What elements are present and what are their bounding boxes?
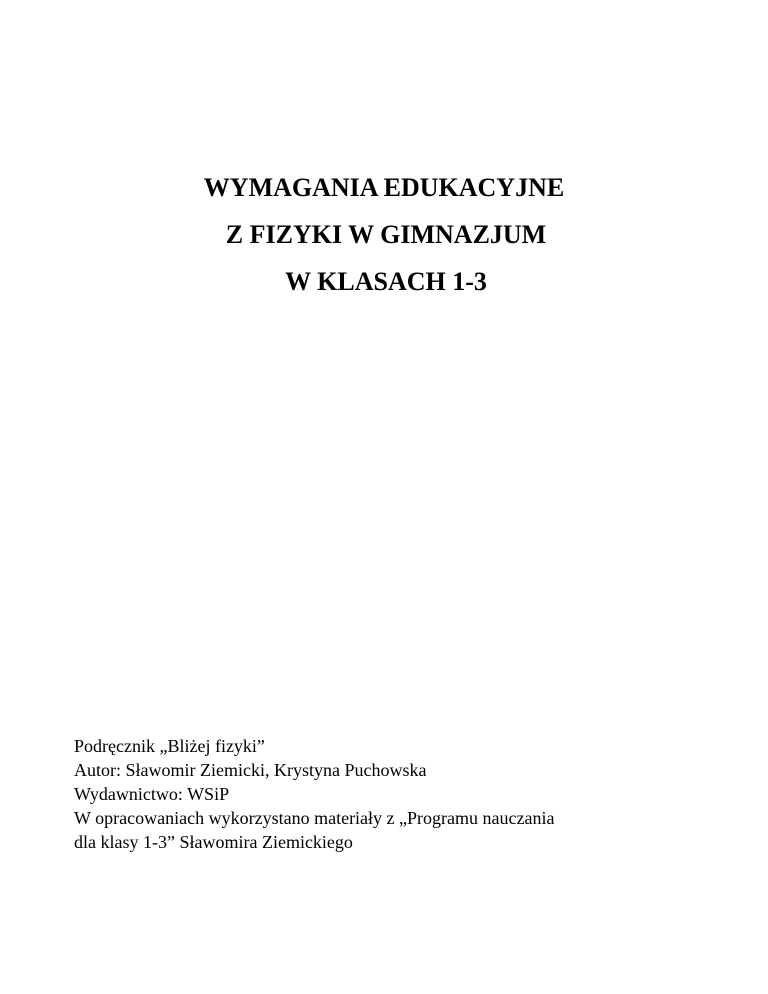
info-block (74, 734, 734, 854)
note-line-2: dla klasy 1-3” Sławomira Ziemickiego (74, 832, 353, 852)
title-block (0, 164, 768, 305)
publisher-line: Wydawnictwo: WSiP (74, 784, 230, 804)
author-line: Autor: Sławomir Ziemicki, Krystyna Puchowska (74, 760, 427, 780)
title-line-1: WYMAGANIA EDUKACYJNE (203, 173, 565, 202)
title-line-3: W KLASACH 1-3 (285, 267, 487, 296)
title-line-2: Z FIZYKI W GIMNAZJUM (225, 220, 547, 249)
textbook-line: Podręcznik „Bliżej fizyki” (74, 736, 265, 756)
note-line-1: W opracowaniach wykorzystano materiały z „Programu nauczania (74, 808, 555, 828)
